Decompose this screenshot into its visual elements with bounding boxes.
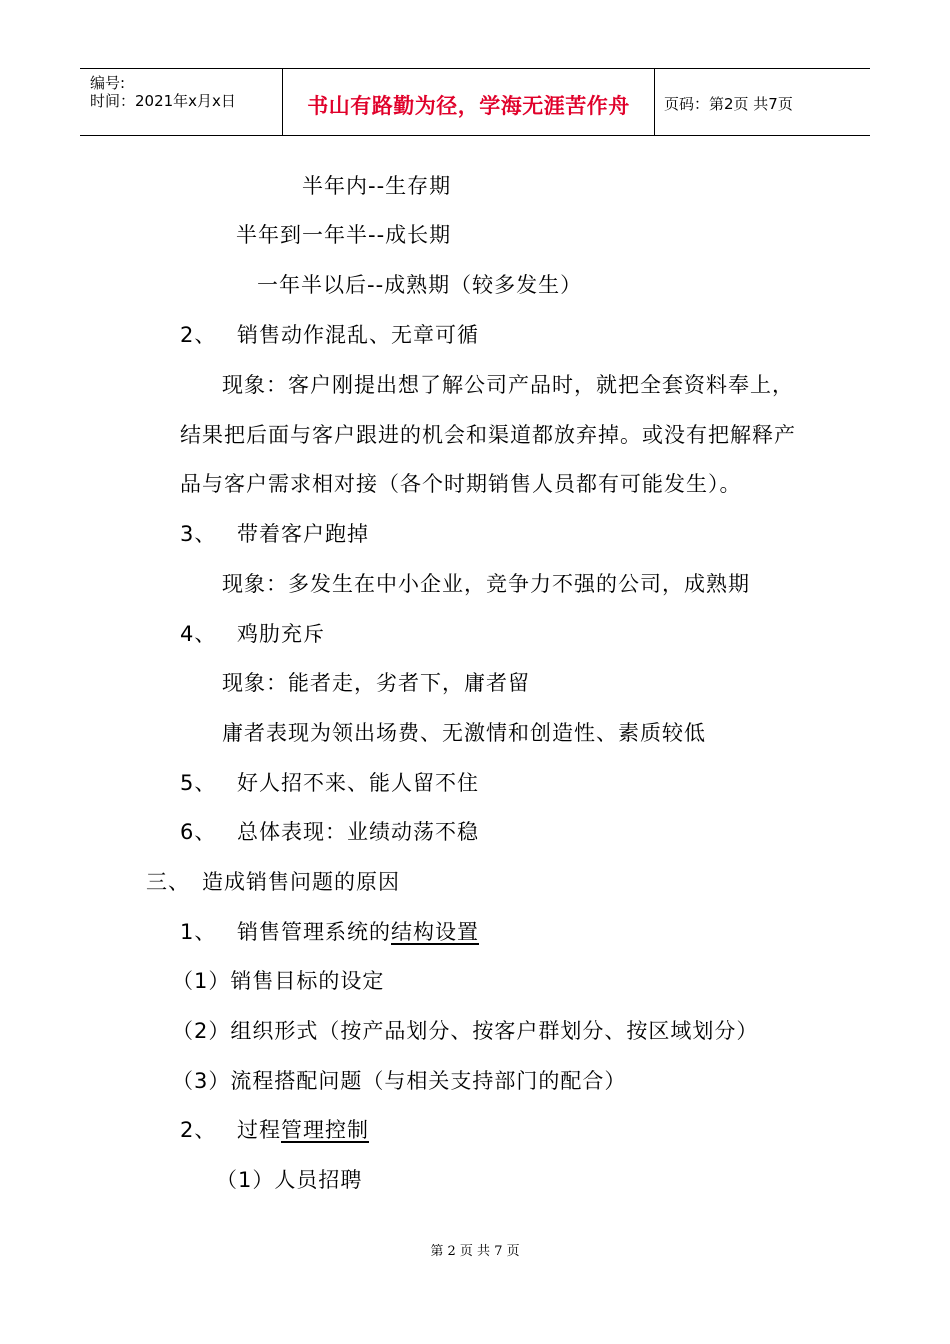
text-line: 庸者表现为领出场费、无激情和创造性、素质较低 [222,721,706,745]
page-info: 页码：第2页 共7页 [664,95,793,113]
page-footer: 第 2 页 共 7 页 [430,1244,520,1259]
text-line: （1）销售目标的设定 [172,969,385,993]
text-line: （2）组织形式（按产品划分、按客户群划分、按区域划分） [172,1019,759,1043]
section-number: 三、 [146,870,190,894]
text-line: （1）人员招聘 [216,1168,363,1192]
time-label: 时间：2021年x月x日 [90,92,236,110]
text-line: 一年半以后--成熟期（较多发生） [257,273,583,297]
numbered-item [180,620,325,648]
item-title: 鸡肋充斥 [237,622,325,646]
item-number: 6、 [180,820,217,844]
numbered-item [180,520,369,548]
item-number: 1、 [180,920,217,944]
text-line: 半年到一年半--成长期 [236,223,452,247]
item-number: 2、 [180,1118,217,1142]
text-line: 结果把后面与客户跟进的机会和渠道都放弃掉。或没有把解释产 [180,423,796,447]
section-title: 造成销售问题的原因 [202,870,400,894]
numbered-item [180,918,479,946]
text-line: 现象：多发生在中小企业，竞争力不强的公司，成熟期 [222,572,750,596]
item-title: 销售动作混乱、无章可循 [237,323,479,347]
serial-label: 编号: [90,74,126,92]
numbered-item [180,769,479,797]
header-middle-cell [282,69,655,135]
underlined-term: 结构设置 [391,920,479,944]
item-number: 4、 [180,622,217,646]
text-line: （3）流程搭配问题（与相关支持部门的配合） [172,1069,627,1093]
text-line: 半年内--生存期 [302,174,452,198]
item-title: 过程 [237,1118,281,1142]
numbered-item [180,321,479,349]
document-header [80,68,870,136]
text-line: 品与客户需求相对接（各个时期销售人员都有可能发生）。 [180,472,742,496]
item-title: 销售管理系统的 [237,920,391,944]
text-line: 现象：客户刚提出想了解公司产品时，就把全套资料奉上， [222,373,794,397]
numbered-item [180,1116,369,1144]
numbered-item [180,818,479,846]
text-line: 现象：能者走，劣者下，庸者留 [222,671,530,695]
item-title: 总体表现：业绩动荡不稳 [237,820,479,844]
item-number: 5、 [180,771,217,795]
item-title: 带着客户跑掉 [237,522,369,546]
item-number: 2、 [180,323,217,347]
header-left-cell [80,69,282,135]
item-title: 好人招不来、能人留不住 [237,771,479,795]
underlined-term: 管理控制 [281,1118,369,1142]
section-heading [146,868,400,896]
motto-text: 书山有路勤为径，学海无涯苦作舟 [307,94,630,118]
item-number: 3、 [180,522,217,546]
header-right-cell [655,69,870,135]
